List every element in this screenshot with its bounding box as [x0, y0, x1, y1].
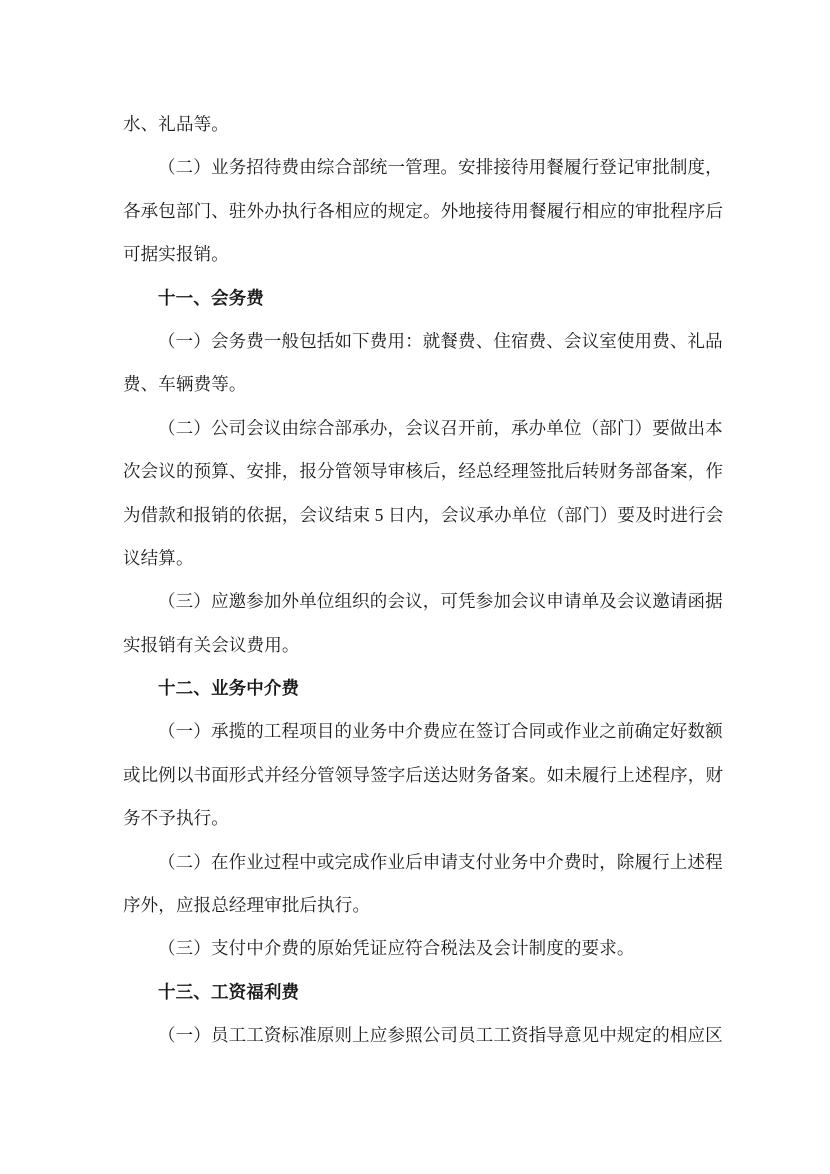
text-line: 为借款和报销的依据，会议结束 5 日内，会议承办单位（部门）要及时进行会 [123, 504, 724, 525]
section-heading [123, 277, 703, 320]
text-line: （三）应邀参加外单位组织的会议，可凭参加会议申请单及会议邀请函据 [158, 591, 723, 612]
paragraph [123, 927, 703, 970]
text-line: 可据实报销。 [123, 244, 229, 265]
text-line: 十三、工资福利费 [158, 981, 300, 1002]
text-line: （二）业务招待费由综合部统一管理。安排接待用餐履行登记审批制度， [158, 157, 723, 178]
paragraph [123, 407, 724, 581]
document-page [123, 103, 724, 1058]
section-heading [123, 667, 703, 710]
text-line: 十二、业务中介费 [158, 678, 300, 699]
paragraph [123, 841, 723, 928]
text-line: （三）支付中介费的原始凭证应符合税法及会计制度的要求。 [158, 938, 635, 959]
paragraph [123, 1014, 723, 1057]
text-line: （一）员工工资标准原则上应参照公司员工工资指导意见中规定的相应区 [158, 1025, 723, 1046]
text-line: 序外，应报总经理审批后执行。 [123, 895, 371, 916]
text-line: 各承包部门、驻外办执行各相应的规定。外地接待用餐履行相应的审批程序后 [123, 200, 724, 221]
text-line: 议结算。 [123, 547, 194, 568]
paragraph [123, 580, 723, 667]
text-line: 实报销有关会议费用。 [123, 634, 300, 655]
text-line: 水、礼品等。 [123, 114, 229, 134]
paragraph [123, 710, 724, 840]
text-line: （一）承揽的工程项目的业务中介费应在签订合同或作业之前确定好数额 [158, 721, 723, 742]
text-line: 十一、会务费 [158, 287, 264, 308]
text-line: 或比例以书面形式并经分管领导签字后送达财务备案。如未履行上述程序，财 [123, 764, 724, 785]
section-heading [123, 971, 703, 1014]
paragraph [123, 320, 723, 407]
text-line: （二）在作业过程中或完成作业后申请支付业务中介费时，除履行上述程 [158, 851, 723, 872]
paragraph [123, 103, 703, 146]
text-line: （二）公司会议由综合部承办，会议召开前，承办单位（部门）要做出本 [158, 417, 723, 438]
text-line: （一）会务费一般包括如下费用：就餐费、住宿费、会议室使用费、礼品 [158, 330, 723, 351]
text-line: 费、车辆费等。 [123, 374, 247, 395]
text-line: 次会议的预算、安排，报分管领导审核后，经总经理签批后转财务部备案，作 [123, 461, 724, 482]
text-line: 务不予执行。 [123, 808, 229, 829]
paragraph [123, 146, 724, 276]
